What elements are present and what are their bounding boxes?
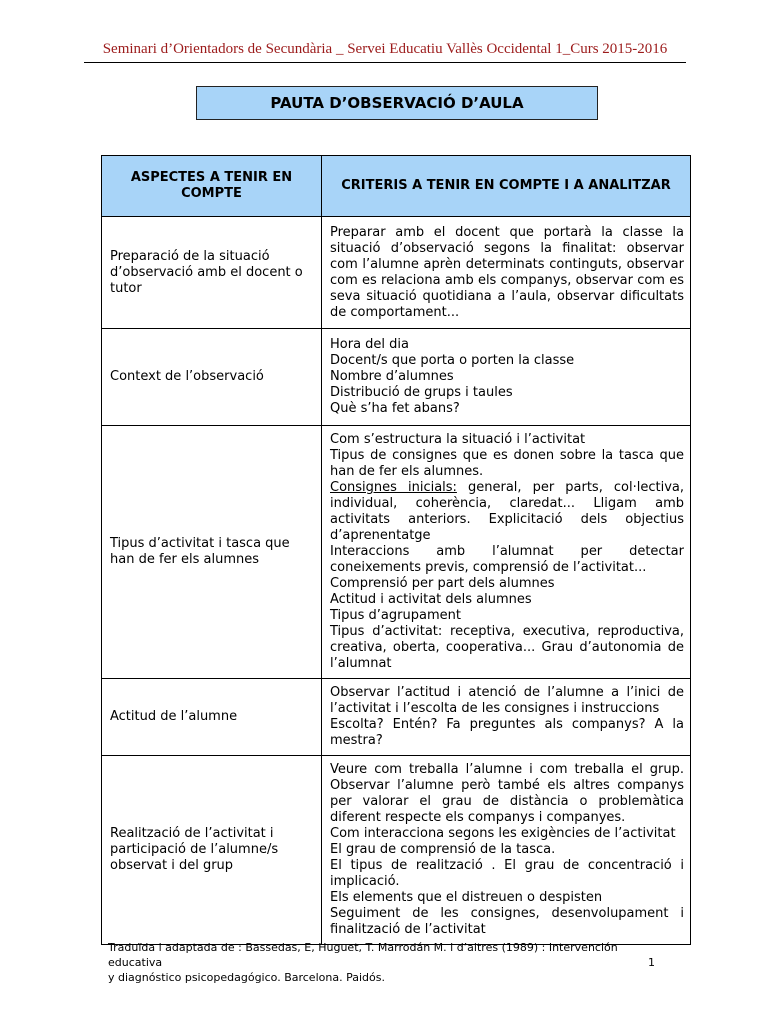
aspect-cell: Actitud de l’alumne	[102, 679, 322, 756]
column-header-aspects: ASPECTES A TENIR EN COMPTE	[102, 156, 322, 217]
consignes-text: general, per parts, col·lectiva, individual, coherència, claredat... Lligam amb activitats anteriors. Explicitació dels objectius d’aprenentatge	[330, 480, 684, 543]
document-title: PAUTA D’OBSERVACIÓ D’AULA	[196, 86, 598, 120]
table-header-row	[102, 156, 691, 217]
aspect-cell: Context de l’observació	[102, 329, 322, 426]
criteria-cell	[322, 679, 691, 756]
observation-table	[101, 155, 691, 945]
criteria-line: Veure com treballa l’alumne i com treballa el grup. Observar l’alumne però també els altres companys per valorar el grau de distància o problemàtica diferent respecte els companys i companyes.	[330, 762, 684, 825]
criteria-line: Tipus de consignes que es donen sobre la tasca que han de fer els alumnes.	[330, 448, 684, 479]
aspect-cell: Tipus d’activitat i tasca que han de fer els alumnes	[102, 426, 322, 679]
criteria-line: El grau de comprensió de la tasca.	[330, 842, 556, 857]
table-row	[102, 426, 691, 679]
criteria-line: Nombre d’alumnes	[330, 369, 454, 384]
criteria-line: Com interacciona segons les exigències de l’activitat	[330, 826, 676, 841]
document-header: Seminari d’Orientadors de Secundària _ Servei Educatiu Vallès Occidental 1_Curs 2015-2016	[102, 41, 668, 57]
criteria-line: Què s’ha fet abans?	[330, 401, 460, 416]
page-number: 1	[648, 956, 655, 969]
criteria-cell	[322, 329, 691, 426]
criteria-cell	[322, 426, 691, 679]
column-header-criteria: CRITERIS A TENIR EN COMPTE I A ANALITZAR	[322, 156, 691, 217]
citation-line: y diagnóstico psicopedagógico. Barcelona. Paidós.	[108, 971, 385, 984]
criteria-line: Seguiment de les consignes, desenvolupament i finalització de l’activitat	[330, 906, 684, 937]
aspect-cell: Preparació de la situació d’observació amb el docent o tutor	[102, 217, 322, 329]
table-row	[102, 756, 691, 945]
criteria-line: Interaccions amb l’alumnat per detectar coneixements previs, comprensió de l’activitat...	[330, 544, 684, 575]
criteria-line: Escolta? Entén? Fa preguntes als companys? A la mestra?	[330, 717, 684, 748]
criteria-line: Observar l’actitud i atenció de l’alumne a l’inici de l’activitat i l’escolta de les consignes i instruccions	[330, 685, 684, 716]
criteria-line: Tipus d’agrupament	[330, 608, 461, 623]
citation-line: Traduïda i adaptada de : Bassedas, E, Huguet, T. Marrodán M. i d’altres (1989) : Intervención educativa	[108, 941, 618, 969]
criteria-line	[330, 480, 684, 544]
table-row	[102, 217, 691, 329]
criteria-line: Docent/s que porta o porten la classe	[330, 353, 575, 368]
criteria-line: Distribució de grups i taules	[330, 385, 513, 400]
criteria-line: Hora del dia	[330, 337, 409, 352]
consignes-label: Consignes inicials:	[330, 480, 457, 495]
criteria-line: Tipus d’activitat: receptiva, executiva, reproductiva, creativa, oberta, cooperativa... Grau d’autonomia de l’alumnat	[330, 624, 684, 671]
table-row	[102, 329, 691, 426]
header-divider	[84, 62, 686, 63]
aspect-cell: Realització de l’activitat i participació de l’alumne/s observat i del grup	[102, 756, 322, 945]
criteria-cell	[322, 756, 691, 945]
criteria-cell: Preparar amb el docent que portarà la classe la situació d’observació segons la finalitat: observar com l’alumne aprèn determinats continguts, observar com es relaciona amb els companys, observar com es seva situació quotidiana a l’aula, observar dificultats de comportament...	[322, 217, 691, 329]
criteria-line: Actitud i activitat dels alumnes	[330, 592, 532, 607]
table-row	[102, 679, 691, 756]
criteria-line: Comprensió per part dels alumnes	[330, 576, 555, 591]
criteria-line: Com s’estructura la situació i l’activitat	[330, 432, 586, 447]
criteria-line: Els elements que el distreuen o despisten	[330, 890, 603, 905]
criteria-line: El tipus de realització . El grau de concentració i implicació.	[330, 858, 684, 889]
citation-footer	[108, 940, 658, 985]
